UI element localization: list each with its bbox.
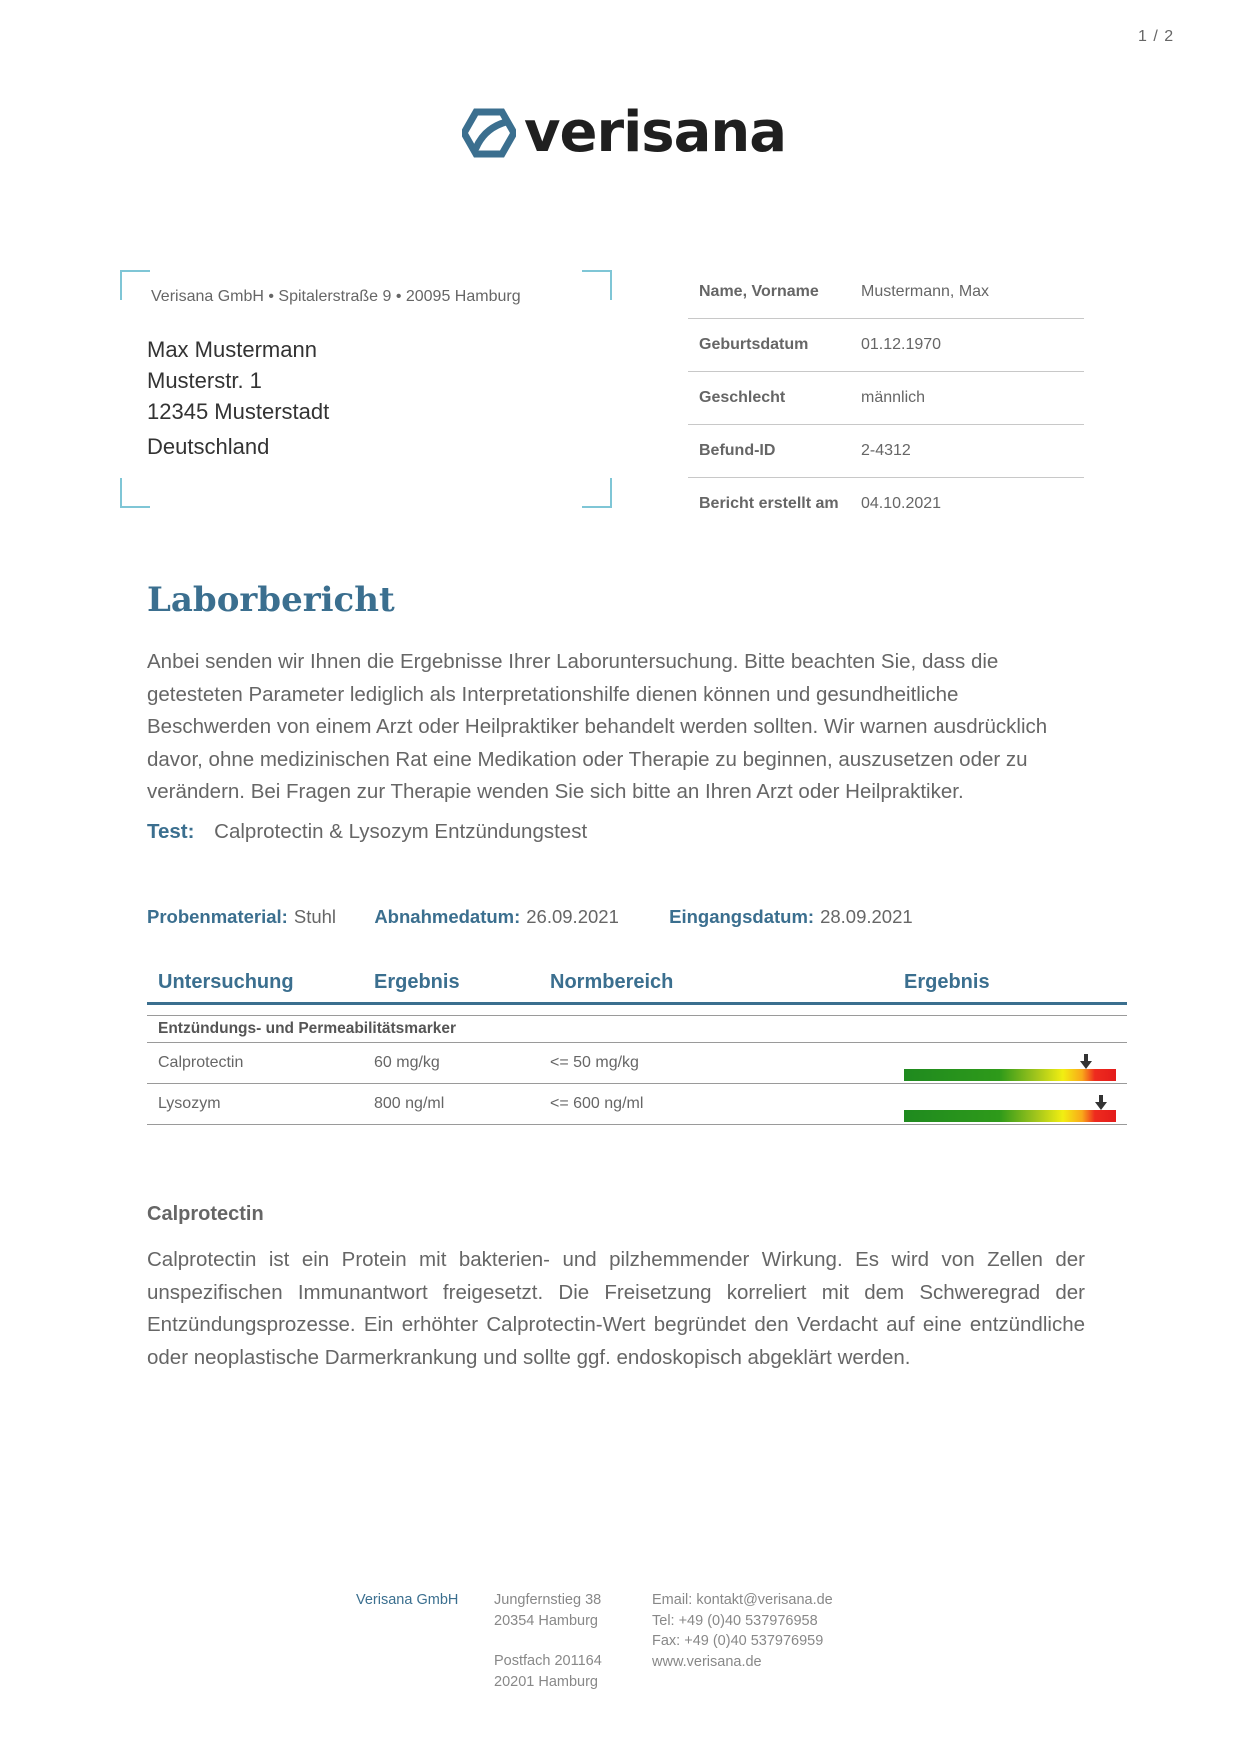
footer-address-line: Jungfernstieg 38 [494,1592,602,1608]
row-range: <= 50 mg/kg [550,1054,639,1071]
info-label: Name, Vorname [699,283,819,300]
info-value: männlich [861,389,926,406]
test-line [147,820,587,844]
address-window-corner-bl [120,478,150,508]
intro-paragraph: Anbei senden wir Ihnen die Ergebnisse Ihrer Laboruntersuchung. Bitte beachten Sie, dass die getesteten Parameter lediglich als Interpretationshilfe dienen können und gesundheitliche Beschwerden von einem Arzt oder Heilpraktiker behandelt werden sollten. Wir warnen ausdrücklich davor, ohne medizinischen Rat eine Medikation oder Therapie zu beginnen, auszusetzen oder zu verändern. Bei Fragen zur Therapie wenden Sie sich bitte an Ihren Arzt oder Heilpraktiker. [147,650,1048,803]
result-gauge-bar [904,1069,1116,1081]
recipient-city: 12345 Musterstadt [147,399,330,424]
collection-date-label: Abnahmedatum: [374,906,521,927]
row-range: <= 600 ng/ml [550,1095,644,1112]
arrow-down-icon [1080,1054,1092,1070]
address-window-corner-tr [582,270,612,300]
info-label: Befund-ID [699,442,776,459]
results-header-spacer [147,1005,1127,1016]
patient-info-table [688,266,1084,530]
info-label: Geburtsdatum [699,336,809,353]
row-value: 800 ng/ml [374,1095,445,1112]
row-name: Lysozym [158,1095,221,1112]
info-row-created [688,478,1084,530]
page-title: Laborbericht [147,580,395,620]
logo-wordmark: verisana [524,100,787,165]
verisana-logo [462,100,786,165]
calprotectin-paragraph: Calprotectin ist ein Protein mit bakterien- und pilzhemmender Wirkung. Es wird von Zellen der unspezifischen Immunantwort freigesetzt. Die Freisetzung korreliert mit dem Schweregrad der Entzündungsprozesse. Ein erhöhter Calprotectin-Wert begründet den Verdacht auf eine entzündliche oder neoplastische Darmerkrankung und sollte ggf. endoskopisch abgeklärt werden. [147,1248,1085,1369]
test-label: Test: [147,820,195,843]
info-value: 2-4312 [861,442,911,459]
header-range: Normbereich [550,970,674,993]
header-examination: Untersuchung [158,970,294,993]
results-group-heading: Entzündungs- und Permeabilitätsmarker [147,1016,1127,1043]
row-value: 60 mg/kg [374,1054,440,1071]
recipient-name: Max Mustermann [147,337,317,362]
address-window-corner-br [582,478,612,508]
footer-phone: Tel: +49 (0)40 537976958 [652,1612,818,1629]
recipient-address [147,334,329,462]
sender-line: Verisana GmbH • Spitalerstraße 9 • 20095 Hamburg [151,288,521,305]
footer-po-line: Postfach 201164 [494,1653,602,1669]
info-value: Mustermann, Max [861,283,990,300]
result-gauge-bar [904,1110,1116,1122]
info-value: 01.12.1970 [861,336,942,353]
footer-email: Email: kontakt@verisana.de [652,1592,833,1608]
info-row-birthdate [688,319,1084,372]
info-row-report-id [688,425,1084,478]
info-row-name [688,266,1084,319]
material-label: Probenmaterial: [147,906,288,927]
footer-company: Verisana GmbH [356,1592,459,1608]
collection-date-value: 26.09.2021 [526,906,619,927]
footer-address-line: 20354 Hamburg [494,1612,598,1629]
receipt-date-label: Eingangsdatum: [669,906,815,927]
header-result-gauge: Ergebnis [904,970,990,993]
test-value: Calprotectin & Lysozym Entzündungstest [214,820,588,843]
info-label: Geschlecht [699,389,786,406]
row-name: Calprotectin [158,1054,244,1071]
address-window-corner-tl [120,270,150,300]
recipient-street: Musterstr. 1 [147,368,262,393]
header-result: Ergebnis [374,970,460,993]
recipient-country: Deutschland [147,434,270,459]
results-header-row [147,962,1127,1005]
footer-po-line: 20201 Hamburg [494,1673,598,1690]
info-label: Bericht erstellt am [699,495,839,512]
page-number: 1 / 2 [1138,28,1175,45]
footer-contact [652,1590,833,1672]
calprotectin-heading: Calprotectin [147,1203,264,1225]
table-row [147,1084,1127,1125]
results-table [147,962,1127,1125]
info-row-gender [688,372,1084,425]
info-value: 04.10.2021 [861,495,942,512]
material-value: Stuhl [293,906,337,927]
sample-meta-line [147,906,913,928]
receipt-date-value: 28.09.2021 [820,906,913,927]
arrow-down-icon [1095,1095,1107,1111]
footer-fax: Fax: +49 (0)40 537976959 [652,1633,824,1649]
footer-website: www.verisana.de [652,1653,762,1670]
table-row [147,1043,1127,1084]
verisana-hexagon-logo-icon [462,108,516,158]
footer-address [494,1590,602,1692]
